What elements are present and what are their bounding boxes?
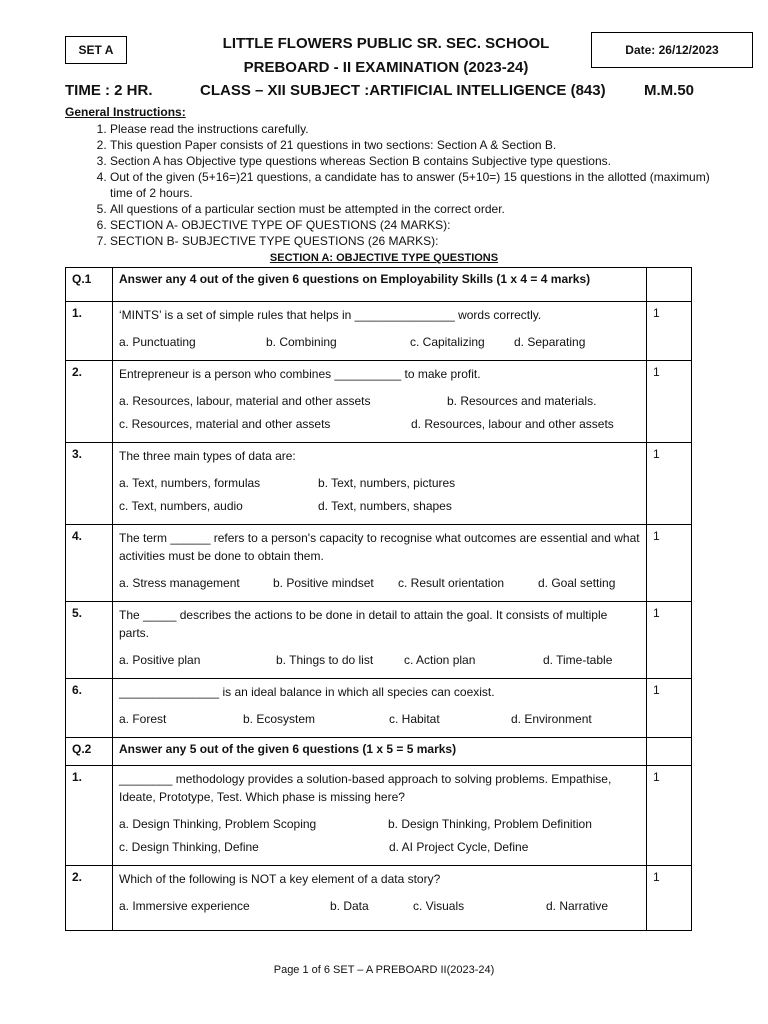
question-number: 3. [66,443,113,525]
question-marks: 1 [647,766,692,866]
question-row [66,302,692,361]
instruction-item: 5. All questions of a particular section must be attempted in the correct order. [110,201,730,217]
marks-cell [647,738,692,766]
option: c. Action plan [404,653,476,667]
page-footer: Page 1 of 6 SET – A PREBOARD II(2023-24) [273,964,495,976]
options-row [119,815,640,833]
group-number: Q.1 [66,268,113,302]
question-row [66,361,692,443]
section-a-title: SECTION A: OBJECTIVE TYPE QUESTIONS [269,252,499,264]
question-text: ‘MINTS’ is a set of simple rules that helps in _______________ words correctly. [119,308,542,322]
instructions-title: General Instructions: [65,105,186,119]
options-row [119,474,640,492]
options-row [119,497,640,515]
option: c. Design Thinking, Define [119,840,259,854]
instruction-item: 6. SECTION A- OBJECTIVE TYPE OF QUESTIONS (24 MARKS): [110,217,730,233]
option: c. Resources, material and other assets [119,417,331,431]
group-heading: Answer any 5 out of the given 6 questions (1 x 5 = 5 marks) [113,738,647,766]
question-body [113,443,647,525]
option: b. Ecosystem [243,712,316,726]
question-number: 1. [66,302,113,361]
question-marks: 1 [647,302,692,361]
question-text: Which of the following is NOT a key element of a data story? [119,872,441,886]
option: d. Time-table [543,653,613,667]
instruction-item: 7. SECTION B- SUBJECTIVE TYPE QUESTIONS (26 MARKS): [110,233,730,249]
question-marks: 1 [647,866,692,931]
options-row [119,710,640,728]
option: d. Environment [511,712,592,726]
option: c. Result orientation [398,576,505,590]
question-text: The term ______ refers to a person's capacity to recognise what outcomes are essential and what activities must be done to obtain them. [119,531,640,563]
question-body [113,679,647,738]
option: b. Positive mindset [273,576,374,590]
instruction-item: 2. This question Paper consists of 21 questions in two sections: Section A & Section B. [110,137,730,153]
question-row [66,525,692,602]
option: a. Forest [119,712,167,726]
question-number: 6. [66,679,113,738]
set-label: SET A [65,36,127,64]
option: c. Habitat [389,712,440,726]
option: a. Punctuating [119,335,196,349]
option: a. Text, numbers, formulas [119,476,261,490]
group-heading: Answer any 4 out of the given 6 questions on Employability Skills (1 x 4 = 4 marks) [113,268,647,302]
options-row [119,415,640,433]
option: b. Combining [266,335,337,349]
question-number: 2. [66,361,113,443]
question-marks: 1 [647,679,692,738]
question-row [66,602,692,679]
question-text: _______________ is an ideal balance in which all species can coexist. [119,685,495,699]
option: c. Visuals [413,899,465,913]
question-body [113,361,647,443]
question-marks: 1 [647,602,692,679]
question-text: ________ methodology provides a solution-based approach to solving problems. Empathise, Ideate, Prototype, Test. Which phase is missing here? [119,772,612,804]
question-row [66,766,692,866]
question-number: 2. [66,866,113,931]
option: d. Text, numbers, shapes [318,499,452,513]
options-row [119,897,640,915]
question-marks: 1 [647,525,692,602]
option: d. Resources, labour and other assets [411,417,614,431]
class-subject: CLASS – XII SUBJECT :ARTIFICIAL INTELLIGENCE (843) [200,82,606,99]
options-row [119,838,640,856]
question-marks: 1 [647,443,692,525]
question-number: 1. [66,766,113,866]
question-marks: 1 [647,361,692,443]
question-text: The _____ describes the actions to be done in detail to attain the goal. It consists of multiple parts. [119,608,608,640]
max-marks: M.M.50 [644,82,695,99]
question-group-header [66,268,692,302]
question-text: The three main types of data are: [119,449,296,463]
options-row [119,651,640,669]
question-number: 4. [66,525,113,602]
option: a. Stress management [119,576,240,590]
instructions-list [80,121,730,249]
question-body [113,866,647,931]
question-body [113,302,647,361]
exam-date: Date: 26/12/2023 [591,32,753,68]
option: b. Data [330,899,369,913]
option: c. Text, numbers, audio [119,499,243,513]
question-body [113,525,647,602]
option: d. Goal setting [538,576,616,590]
question-row [66,866,692,931]
school-name: LITTLE FLOWERS PUBLIC SR. SEC. SCHOOL [222,35,550,52]
option: b. Design Thinking, Problem Definition [388,817,592,831]
option: b. Text, numbers, pictures [318,476,456,490]
question-body [113,602,647,679]
instruction-item: 1. Please read the instructions carefully. [110,121,730,137]
instruction-item: 3. Section A has Objective type questions whereas Section B contains Subjective type questions. [110,153,730,169]
option: a. Positive plan [119,653,201,667]
option: c. Capitalizing [410,335,485,349]
marks-cell [647,268,692,302]
option: a. Design Thinking, Problem Scoping [119,817,317,831]
question-text: Entrepreneur is a person who combines __________ to make profit. [119,367,481,381]
exam-title: PREBOARD - II EXAMINATION (2023-24) [243,59,529,76]
question-number: 5. [66,602,113,679]
question-row [66,443,692,525]
option: a. Resources, labour, material and other assets [119,394,371,408]
options-row [119,574,640,592]
question-body [113,766,647,866]
options-row [119,333,640,351]
question-group-header [66,738,692,766]
option: d. Separating [514,335,586,349]
option: d. AI Project Cycle, Define [389,840,529,854]
exam-time: TIME : 2 HR. [65,82,153,99]
question-row [66,679,692,738]
instruction-item: 4. Out of the given (5+16=)21 questions, a candidate has to answer (5+10=) 15 questions in the allotted (maximum) time of 2 hours. [110,169,730,201]
options-row [119,392,640,410]
option: b. Things to do list [276,653,374,667]
option: a. Immersive experience [119,899,250,913]
group-number: Q.2 [66,738,113,766]
option: d. Narrative [546,899,609,913]
option: b. Resources and materials. [447,394,597,408]
question-table [65,267,692,931]
